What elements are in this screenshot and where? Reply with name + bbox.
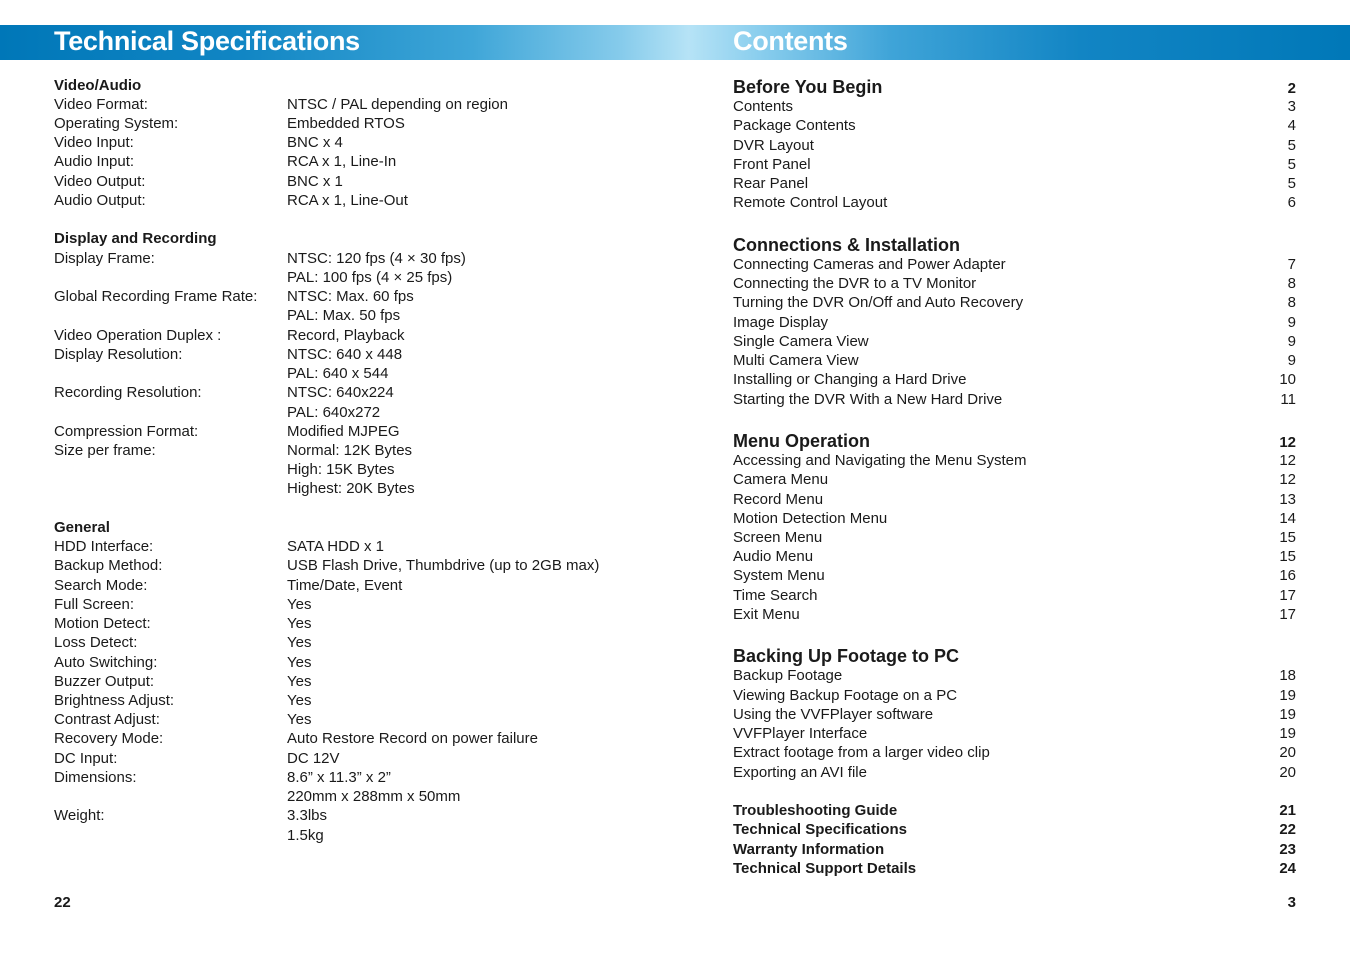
- spec-label: Backup Method:: [54, 557, 163, 574]
- spec-value: NTSC: 640x224: [287, 384, 394, 401]
- toc-page-number: 24: [1279, 860, 1296, 877]
- spec-value: NTSC: 120 fps (4 × 30 fps): [287, 250, 466, 267]
- spec-value: Highest: 20K Bytes: [287, 480, 415, 497]
- spec-label: Weight:: [54, 807, 105, 824]
- toc-entry[interactable]: [733, 313, 1296, 332]
- spec-label: Loss Detect:: [54, 634, 138, 651]
- toc-entry-label: Backup Footage: [733, 667, 843, 684]
- toc-page-number: 4: [1287, 117, 1296, 134]
- toc-entry-label: Connecting Cameras and Power Adapter: [733, 256, 1006, 273]
- spec-label: HDD Interface:: [54, 538, 154, 555]
- toc-entry-label: Motion Detection Menu: [733, 510, 888, 527]
- page-number-left: 22: [54, 894, 71, 911]
- spec-value: Yes: [287, 692, 312, 709]
- toc-entry[interactable]: [733, 859, 1296, 878]
- spec-label: Video Output:: [54, 173, 146, 190]
- toc-page-number: 9: [1287, 314, 1296, 331]
- toc-entry[interactable]: [733, 666, 1296, 685]
- page-number-right: 3: [1287, 894, 1296, 911]
- toc-page-number: 20: [1279, 744, 1296, 761]
- toc-page-number: 6: [1287, 194, 1296, 211]
- toc-entry-label: VVFPlayer Interface: [733, 725, 868, 742]
- spec-value: BNC x 1: [287, 173, 343, 190]
- toc-entry[interactable]: [733, 528, 1296, 547]
- toc-entry[interactable]: [733, 586, 1296, 605]
- spec-value: SATA HDD x 1: [287, 538, 384, 555]
- toc-entry[interactable]: [733, 686, 1296, 705]
- spec-value: RCA x 1, Line-Out: [287, 192, 408, 209]
- toc-entry[interactable]: [733, 351, 1296, 370]
- toc-entry[interactable]: [733, 174, 1296, 193]
- toc-page-number: 3: [1287, 98, 1296, 115]
- toc-entry[interactable]: [733, 605, 1296, 624]
- spec-label: Display Frame:: [54, 250, 155, 267]
- toc-entry-label: Technical Support Details: [733, 860, 917, 877]
- toc-entry-label: System Menu: [733, 567, 825, 584]
- toc-entry[interactable]: [733, 490, 1296, 509]
- spec-label: Recovery Mode:: [54, 730, 164, 747]
- toc-page-number: 18: [1279, 667, 1296, 684]
- spec-value: RCA x 1, Line-In: [287, 153, 397, 170]
- toc-entry-label: Front Panel: [733, 156, 811, 173]
- toc-entry[interactable]: [733, 255, 1296, 274]
- spec-label: Buzzer Output:: [54, 673, 155, 690]
- toc-entry-label: Connecting the DVR to a TV Monitor: [733, 275, 977, 292]
- toc-entry[interactable]: [733, 274, 1296, 293]
- toc-page-number: 19: [1279, 725, 1296, 742]
- toc-entry-label: Package Contents: [733, 117, 856, 134]
- toc-entry-label: Viewing Backup Footage on a PC: [733, 687, 958, 704]
- spec-label: Dimensions:: [54, 769, 137, 786]
- toc-entry[interactable]: [733, 566, 1296, 585]
- toc-entry-label: Single Camera View: [733, 333, 869, 350]
- toc-entry-label: Time Search: [733, 587, 818, 604]
- toc-entry[interactable]: [733, 390, 1296, 409]
- toc-page-number: 22: [1279, 821, 1296, 838]
- toc-entry[interactable]: [733, 801, 1296, 820]
- toc-entry-label: Screen Menu: [733, 529, 823, 546]
- toc-heading-label: Connections & Installation: [733, 235, 961, 255]
- spec-value: Time/Date, Event: [287, 577, 403, 594]
- toc-page-number: 17: [1279, 606, 1296, 623]
- toc-entry-label: Camera Menu: [733, 471, 829, 488]
- toc-page-number: 5: [1287, 137, 1296, 154]
- toc-entry-label: Contents: [733, 98, 794, 115]
- toc-page-number: 19: [1279, 706, 1296, 723]
- spec-label: Video Operation Duplex :: [54, 327, 222, 344]
- toc-page-number: 20: [1279, 764, 1296, 781]
- toc-page-number: 10: [1279, 371, 1296, 388]
- toc-page-number: 15: [1279, 548, 1296, 565]
- toc-entry-label: Record Menu: [733, 491, 824, 508]
- spec-value: BNC x 4: [287, 134, 343, 151]
- section-heading: General: [54, 519, 110, 536]
- toc-page-number: 7: [1287, 256, 1296, 273]
- toc-entry-label: DVR Layout: [733, 137, 814, 154]
- spec-value: 220mm x 288mm x 50mm: [287, 788, 461, 805]
- spec-value: PAL: 640 x 544: [287, 365, 389, 382]
- spec-label: Motion Detect:: [54, 615, 151, 632]
- toc-entry-label: Using the VVFPlayer software: [733, 706, 934, 723]
- toc-entry-label: Remote Control Layout: [733, 194, 888, 211]
- toc-page-number: 9: [1287, 352, 1296, 369]
- toc-entry-label: Installing or Changing a Hard Drive: [733, 371, 967, 388]
- toc-entry[interactable]: [733, 332, 1296, 351]
- toc-entry-label: Turning the DVR On/Off and Auto Recovery: [733, 294, 1024, 311]
- spec-value: PAL: 640x272: [287, 404, 381, 421]
- spec-value: Normal: 12K Bytes: [287, 442, 413, 459]
- spec-value: Modified MJPEG: [287, 423, 400, 440]
- toc-page-number: 12: [1279, 471, 1296, 488]
- toc-entry[interactable]: [733, 509, 1296, 528]
- spec-label: Contrast Adjust:: [54, 711, 160, 728]
- spec-value: Yes: [287, 673, 312, 690]
- toc-entry-label: Warranty Information: [733, 841, 885, 858]
- spec-value: Yes: [287, 711, 312, 728]
- toc-page-number: 19: [1279, 687, 1296, 704]
- spec-value: High: 15K Bytes: [287, 461, 395, 478]
- toc-entry[interactable]: [733, 193, 1296, 212]
- toc-entry-label: Accessing and Navigating the Menu System: [733, 452, 1027, 469]
- spec-value: 8.6” x 11.3” x 2”: [287, 769, 391, 786]
- spec-value: Record, Playback: [287, 327, 405, 344]
- spec-label: Video Format:: [54, 96, 148, 113]
- toc-entry-label: Troubleshooting Guide: [733, 802, 898, 819]
- spec-value: PAL: Max. 50 fps: [287, 307, 401, 324]
- spec-value: Yes: [287, 596, 312, 613]
- toc-page-number: 13: [1279, 491, 1296, 508]
- toc-heading-label: Before You Begin: [733, 77, 883, 97]
- spec-label: Display Resolution:: [54, 346, 183, 363]
- toc-entry[interactable]: [733, 724, 1296, 743]
- toc-entry[interactable]: [733, 840, 1296, 859]
- spec-label: Video Input:: [54, 134, 134, 151]
- spec-label: Operating System:: [54, 115, 179, 132]
- toc-entry-label: Audio Menu: [733, 548, 814, 565]
- toc-page-number: 8: [1287, 275, 1296, 292]
- spec-label: Compression Format:: [54, 423, 199, 440]
- spec-label: DC Input:: [54, 750, 118, 767]
- toc-page-number: 11: [1280, 391, 1296, 408]
- toc-entry[interactable]: [733, 97, 1296, 116]
- toc-section-heading[interactable]: [733, 430, 1296, 452]
- toc-entry[interactable]: [733, 547, 1296, 566]
- toc-entry-label: Starting the DVR With a New Hard Drive: [733, 391, 1003, 408]
- spec-value: Embedded RTOS: [287, 115, 405, 132]
- toc-entry[interactable]: [733, 293, 1296, 312]
- toc-page-number: 15: [1279, 529, 1296, 546]
- spec-value: DC 12V: [287, 750, 340, 767]
- spec-value: USB Flash Drive, Thumbdrive (up to 2GB max): [287, 557, 600, 574]
- spec-label: Audio Input:: [54, 153, 135, 170]
- spec-value: Yes: [287, 654, 312, 671]
- toc-entry[interactable]: [733, 820, 1296, 839]
- toc-entry-label: Image Display: [733, 314, 829, 331]
- toc-entry[interactable]: [733, 136, 1296, 155]
- toc-entry[interactable]: [733, 370, 1296, 389]
- section-heading: Display and Recording: [54, 230, 217, 247]
- spec-label: Full Screen:: [54, 596, 135, 613]
- page-title-contents: Contents: [733, 26, 848, 56]
- toc-page-number: 14: [1279, 510, 1296, 527]
- toc-entry[interactable]: [733, 451, 1296, 470]
- spec-label: Recording Resolution:: [54, 384, 202, 401]
- toc-page-number: 8: [1287, 294, 1296, 311]
- toc-section-heading[interactable]: [733, 76, 1296, 98]
- toc-entry-label: Technical Specifications: [733, 821, 907, 838]
- toc-entry-label: Extract footage from a larger video clip: [733, 744, 990, 761]
- toc-entry-label: Exporting an AVI file: [733, 764, 867, 781]
- spec-value: Yes: [287, 615, 312, 632]
- spec-value: NTSC: Max. 60 fps: [287, 288, 414, 305]
- toc-page-number: 2: [1287, 80, 1296, 97]
- toc-entry[interactable]: [733, 743, 1296, 762]
- spec-value: PAL: 100 fps (4 × 25 fps): [287, 269, 453, 286]
- toc-entry[interactable]: [733, 470, 1296, 489]
- toc-page-number: 21: [1279, 802, 1296, 819]
- toc-section-heading[interactable]: [733, 645, 1296, 667]
- toc-page-number: 5: [1287, 175, 1296, 192]
- toc-entry[interactable]: [733, 763, 1296, 782]
- spec-label: Audio Output:: [54, 192, 146, 209]
- spec-value: NTSC / PAL depending on region: [287, 96, 508, 113]
- spec-label: Auto Switching:: [54, 654, 158, 671]
- section-heading: Video/Audio: [54, 77, 142, 94]
- toc-page-number: 12: [1279, 452, 1296, 469]
- toc-page-number: 17: [1279, 587, 1296, 604]
- toc-heading-label: Backing Up Footage to PC: [733, 646, 960, 666]
- toc-entry[interactable]: [733, 116, 1296, 135]
- spec-value: NTSC: 640 x 448: [287, 346, 403, 363]
- spec-label: Global Recording Frame Rate:: [54, 288, 258, 305]
- spec-label: Size per frame:: [54, 442, 156, 459]
- toc-entry-label: Rear Panel: [733, 175, 809, 192]
- toc-section-heading[interactable]: [733, 234, 1296, 256]
- toc-page-number: 9: [1287, 333, 1296, 350]
- toc-page-number: 5: [1287, 156, 1296, 173]
- page-title-technical-specifications: Technical Specifications: [54, 26, 360, 56]
- spec-value: Yes: [287, 634, 312, 651]
- spec-label: Brightness Adjust:: [54, 692, 175, 709]
- spec-label: Search Mode:: [54, 577, 148, 594]
- toc-entry-label: Multi Camera View: [733, 352, 859, 369]
- toc-page-number: 23: [1279, 841, 1296, 858]
- toc-page-number: 16: [1279, 567, 1296, 584]
- toc-entry[interactable]: [733, 705, 1296, 724]
- toc-page-number: 12: [1279, 434, 1296, 451]
- spec-value: 3.3lbs: [287, 807, 328, 824]
- spec-value: 1.5kg: [287, 827, 324, 844]
- toc-heading-label: Menu Operation: [733, 431, 871, 451]
- spec-value: Auto Restore Record on power failure: [287, 730, 538, 747]
- toc-entry[interactable]: [733, 155, 1296, 174]
- toc-entry-label: Exit Menu: [733, 606, 800, 623]
